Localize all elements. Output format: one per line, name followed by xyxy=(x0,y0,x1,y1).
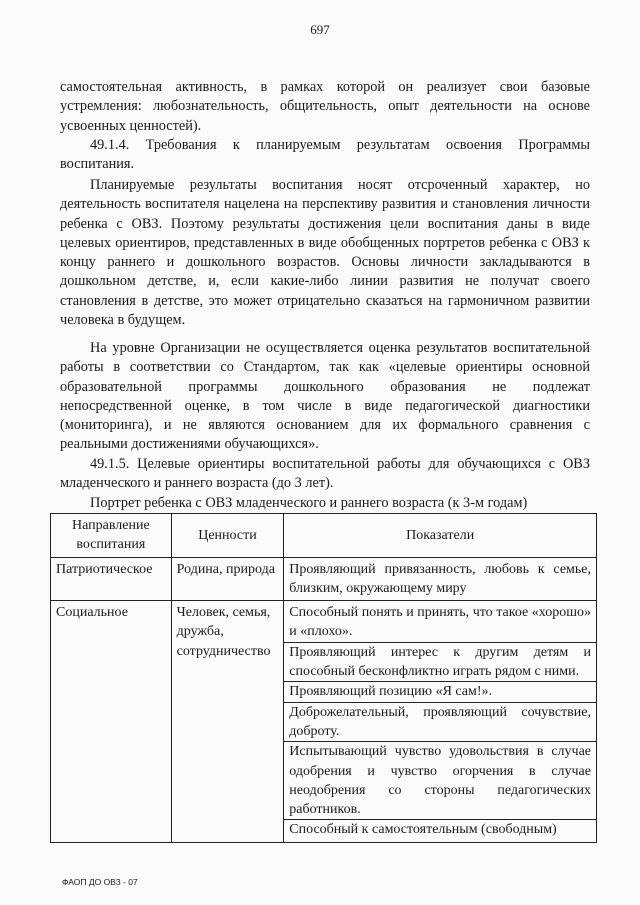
indicator-item: Проявляющий интерес к другим детям и способный бесконфликтно играть рядом с ними. xyxy=(284,643,596,683)
paragraph-continuation: самостоятельная активность, в рамках которой он реализует свои базовые устремления: любознательность, общительность, опыт деятельности на основе усвоенных ценностей). xyxy=(60,79,590,134)
cell-indicators xyxy=(284,557,597,601)
table-row xyxy=(51,557,597,601)
cell-direction: Социальное xyxy=(51,601,172,843)
cell-indicators xyxy=(284,601,597,843)
indicator-item: Способный к самостоятельным (свободным) xyxy=(289,822,557,838)
cell-values: Человек, семья, дружба, сотрудничество xyxy=(171,601,284,843)
header-values: Ценности xyxy=(171,514,284,558)
section-heading-49-1-5: 49.1.5. Целевые ориентиры воспитательной работы для обучающихся с ОВЗ младенческого и раннего возраста (до 3 лет). xyxy=(60,456,590,492)
cell-values: Родина, природа xyxy=(171,557,284,601)
indicator-item: Проявляющий позицию «Я сам!». xyxy=(284,682,596,702)
header-direction: Направление воспитания xyxy=(51,514,172,558)
table-header-row xyxy=(51,514,597,558)
paragraph-planned-results: Планируемые результаты воспитания носят отсроченный характер, но деятельность воспитателя нацелена на перспективу развития и становления личности ребенка с ОВЗ. Поэтому результаты достижения цели воспитания даны в виде целевых ориентиров, представленных в виде обобщенных портретов ребенка с ОВЗ к концу раннего и дошкольного возрастов. Основы личности закладываются в дошкольном детстве, и, если какие-либо линии развития не получат своего становления в детстве, это может отрицательно сказаться на гармоничном развитии человека в будущем. xyxy=(60,177,590,329)
cell-direction: Патриотическое xyxy=(51,557,172,601)
indicator-item: Доброжелательный, проявляющий сочувствие, доброту. xyxy=(284,703,596,743)
table-caption: Портрет ребенка с ОВЗ младенческого и раннего возраста (к 3-м годам) xyxy=(90,495,528,511)
indicator-item: Проявляющий привязанность, любовь к семье, близким, окружающему миру xyxy=(289,561,591,596)
portrait-table xyxy=(50,513,597,843)
paragraph-organization-level: На уровне Организации не осуществляется оценка результатов воспитательной работы в соответствии со Стандартом, так как «целевые ориентиры основной образовательной программы дошкольного образования не подлежат непосредственной оценке, в том числе в виде педагогической диагностики (мониторинга), и не являются основанием для их формального сравнения с реальными достижениями обучающихся». xyxy=(60,340,590,453)
table-row xyxy=(51,601,597,843)
section-heading-49-1-4: 49.1.4. Требования к планируемым результатам освоения Программы воспитания. xyxy=(60,137,590,173)
page-number: 697 xyxy=(310,22,330,37)
indicator-item: Способный понять и принять, что такое «хорошо» и «плохо». xyxy=(284,603,596,643)
indicator-item: Испытывающий чувство удовольствия в случае одобрения и чувство огорчения в случае неодобрения со стороны педагогических работников. xyxy=(284,742,596,820)
header-indicators: Показатели xyxy=(284,514,597,558)
footer-code: ФАОП ДО ОВЗ - 07 xyxy=(62,877,138,887)
